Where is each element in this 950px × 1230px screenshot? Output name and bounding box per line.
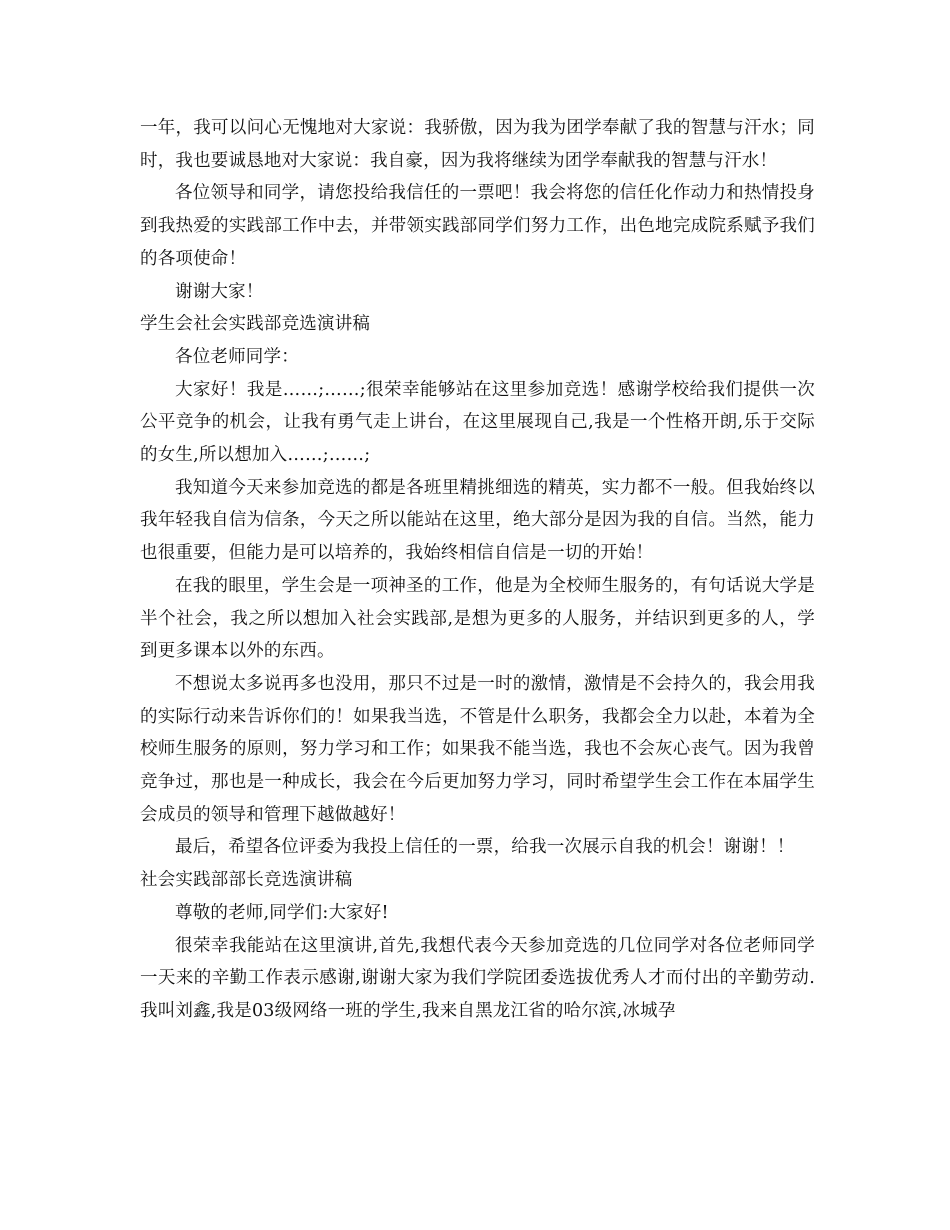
paragraph-8: 最后，希望各位评委为我投上信任的一票，给我一次展示自我的机会！谢谢！！ [175, 837, 795, 858]
paragraph-salutation-2: 尊敬的老师,同学们:大家好! [175, 902, 389, 923]
section-heading-1: 学生会社会实践部竞选演讲稿 [140, 314, 371, 335]
paragraph-5: 我知道今天来参加竞选的都是各班里精挑细选的精英，实力都不一般。但我始终以我年轻我自信为信条，今天之所以能站在这里，绝大部分是因为我的自信。当然，能力也很重要，但能力是可以培养的，我始终相信自信是一切的开始！ [140, 477, 815, 564]
paragraph-7: 不想说太多说再多也没用，那只不过是一时的激情，激情是不会持久的，我会用我的实际行动来告诉你们的！如果我当选，不管是什么职务，我都会全力以赴，本着为全校师生服务的原则，努力学习和工作；如果我不能当选，我也不会灰心丧气。因为我曾竞争过，那也是一种成长，我会在今后更加努力学习，同时希望学生会工作在本届学生会成员的领导和管理下越做越好！ [140, 673, 815, 825]
paragraph-1: 一年，我可以问心无愧地对大家说：我骄傲，因为我为团学奉献了我的智慧与汗水；同时，我也要诚恳地对大家说：我自豪，因为我将继续为团学奉献我的智慧与汗水！ [140, 118, 815, 171]
section-heading-2: 社会实践部部长竞选演讲稿 [140, 870, 353, 891]
paragraph-2: 各位领导和同学，请您投给我信任的一票吧！我会将您的信任化作动力和热情投身到我热爱的实践部工作中去，并带领实践部同学们努力工作，出色地完成院系赋予我们的各项使命！ [140, 183, 815, 269]
paragraph-6: 在我的眼里，学生会是一项神圣的工作，他是为全校师生服务的，有句话说大学是半个社会，我之所以想加入社会实践部,是想为更多的人服务，并结识到更多的人，学到更多课本以外的东西。 [140, 575, 815, 662]
paragraph-3: 谢谢大家！ [175, 281, 264, 302]
paragraph-4: 大家好！我是……;……;很荣幸能够站在这里参加竞选！感谢学校给我们提供一次公平竞争的机会，让我有勇气走上讲台，在这里展现自己,我是一个性格开朗,乐于交际的女生,所以想加入……;……; [140, 379, 815, 466]
paragraph-9: 很荣幸我能站在这里演讲,首先,我想代表今天参加竞选的几位同学对各位老师同学一天来的辛勤工作表示感谢,谢谢大家为我们学院团委选拔优秀人才而付出的辛勤劳动.我叫刘鑫,我是03级网络一班的学生,我来自黑龙江省的哈尔滨,冰城孕 [140, 935, 815, 1021]
paragraph-salutation-1: 各位老师同学： [175, 346, 299, 367]
document-body [140, 112, 815, 1028]
